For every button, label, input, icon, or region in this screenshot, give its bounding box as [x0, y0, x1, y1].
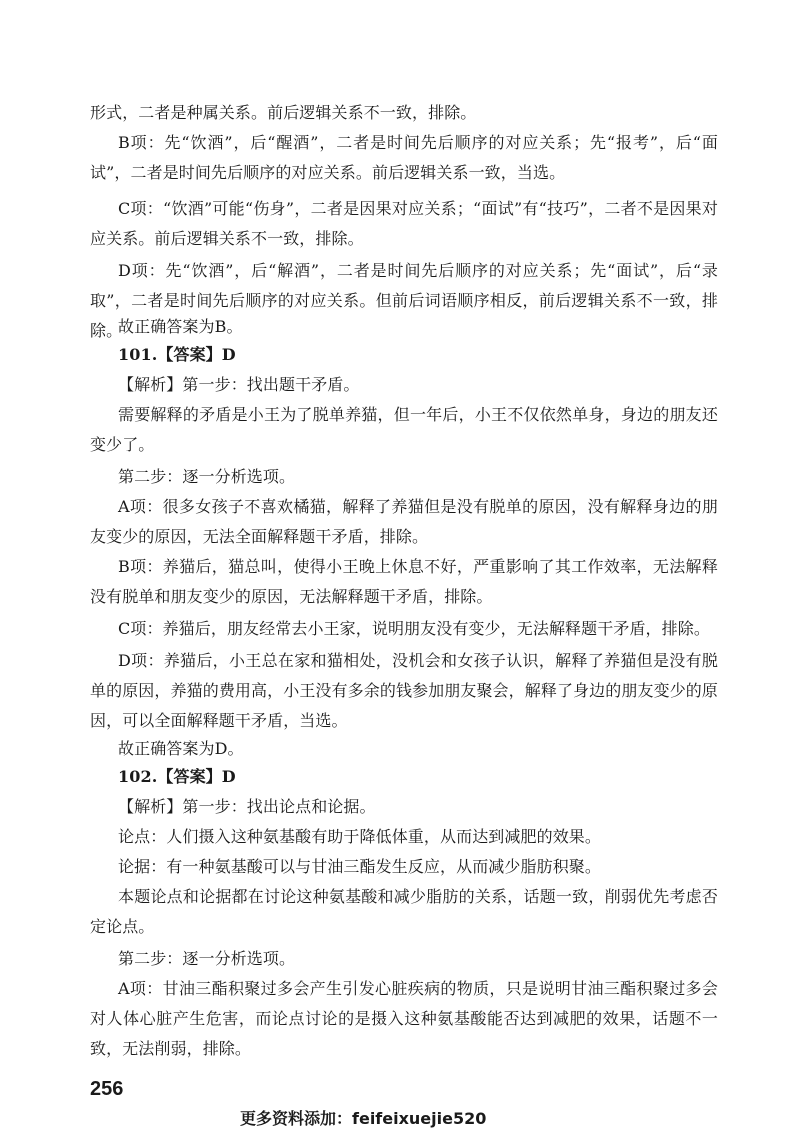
- option-a-101: A项：很多女孩子不喜欢橘猫，解释了养猫但是没有脱单的原因，没有解释身边的朋友变少的原因，无法全面解释题干矛盾，排除。: [90, 497, 718, 546]
- answer-heading-101: 101.【答案】D: [118, 345, 236, 364]
- option-c-101: C项：养猫后，朋友经常去小王家，说明朋友没有变少，无法解释题干矛盾，排除。: [118, 619, 710, 638]
- paragraph-option-d: D项：先“饮酒”，后“解酒”，二者是时间先后顺序的对应关系；先“面试”，后“录取”，二者是时间先后顺序的对应关系。但前后词语顺序相反，前后逻辑关系不一致，排除。: [90, 261, 718, 340]
- option-a-102: A项：甘油三酯积聚过多会产生引发心脏疾病的物质，只是说明甘油三酯积聚过多会对人体心脏产生危害，而论点讨论的是摄入这种氨基酸能否达到减肥的效果，话题不一致，无法削弱，排除。: [90, 979, 718, 1058]
- analysis-step1-102: 【解析】第一步：找出论点和论据。: [118, 797, 376, 816]
- analysis-step2-102: 第二步：逐一分析选项。: [118, 949, 296, 968]
- analysis-step1-101: 【解析】第一步：找出题干矛盾。: [118, 375, 360, 394]
- topic-analysis-102: 本题论点和论据都在讨论这种氨基酸和减少脂肪的关系，话题一致，削弱优先考虑否定论点。: [90, 887, 718, 936]
- thesis-102: 论点：人们摄入这种氨基酸有助于降低体重，从而达到减肥的效果。: [118, 827, 602, 846]
- footer-note: 更多资料添加：feifeixuejie520: [240, 1109, 487, 1128]
- paragraph-option-a-end: 形式，二者是种属关系。前后逻辑关系不一致，排除。: [90, 103, 477, 122]
- analysis-step2-101: 第二步：逐一分析选项。: [118, 467, 296, 486]
- option-d-101: D项：养猫后，小王总在家和猫相处，没机会和女孩子认识，解释了养猫但是没有脱单的原因，养猫的费用高，小王没有多余的钱参加朋友聚会，解释了身边的朋友变少的原因，可以全面解释题干矛盾，当选。: [90, 651, 718, 730]
- paragraph-option-c: C项：“饮酒”可能“伤身”，二者是因果对应关系；“面试”有“技巧”，二者不是因果对应关系。前后逻辑关系不一致，排除。: [90, 199, 718, 248]
- evidence-102: 论据：有一种氨基酸可以与甘油三酯发生反应，从而减少脂肪积聚。: [118, 857, 602, 876]
- answer-heading-102: 102.【答案】D: [118, 767, 236, 786]
- paragraph-conclusion-100: 故正确答案为B。: [118, 317, 243, 336]
- page-number: 256: [90, 1078, 124, 1100]
- option-b-101: B项：养猫后，猫总叫，使得小王晚上休息不好，严重影响了其工作效率，无法解释没有脱单和朋友变少的原因，无法解释题干矛盾，排除。: [90, 557, 718, 606]
- paragraph-contradiction-101: 需要解释的矛盾是小王为了脱单养猫，但一年后，小王不仅依然单身，身边的朋友还变少了。: [90, 405, 718, 454]
- paragraph-conclusion-101: 故正确答案为D。: [118, 739, 244, 758]
- paragraph-option-b: B项：先“饮酒”，后“醒酒”，二者是时间先后顺序的对应关系；先“报考”，后“面试”，二者是时间先后顺序的对应关系。前后逻辑关系一致，当选。: [90, 133, 718, 182]
